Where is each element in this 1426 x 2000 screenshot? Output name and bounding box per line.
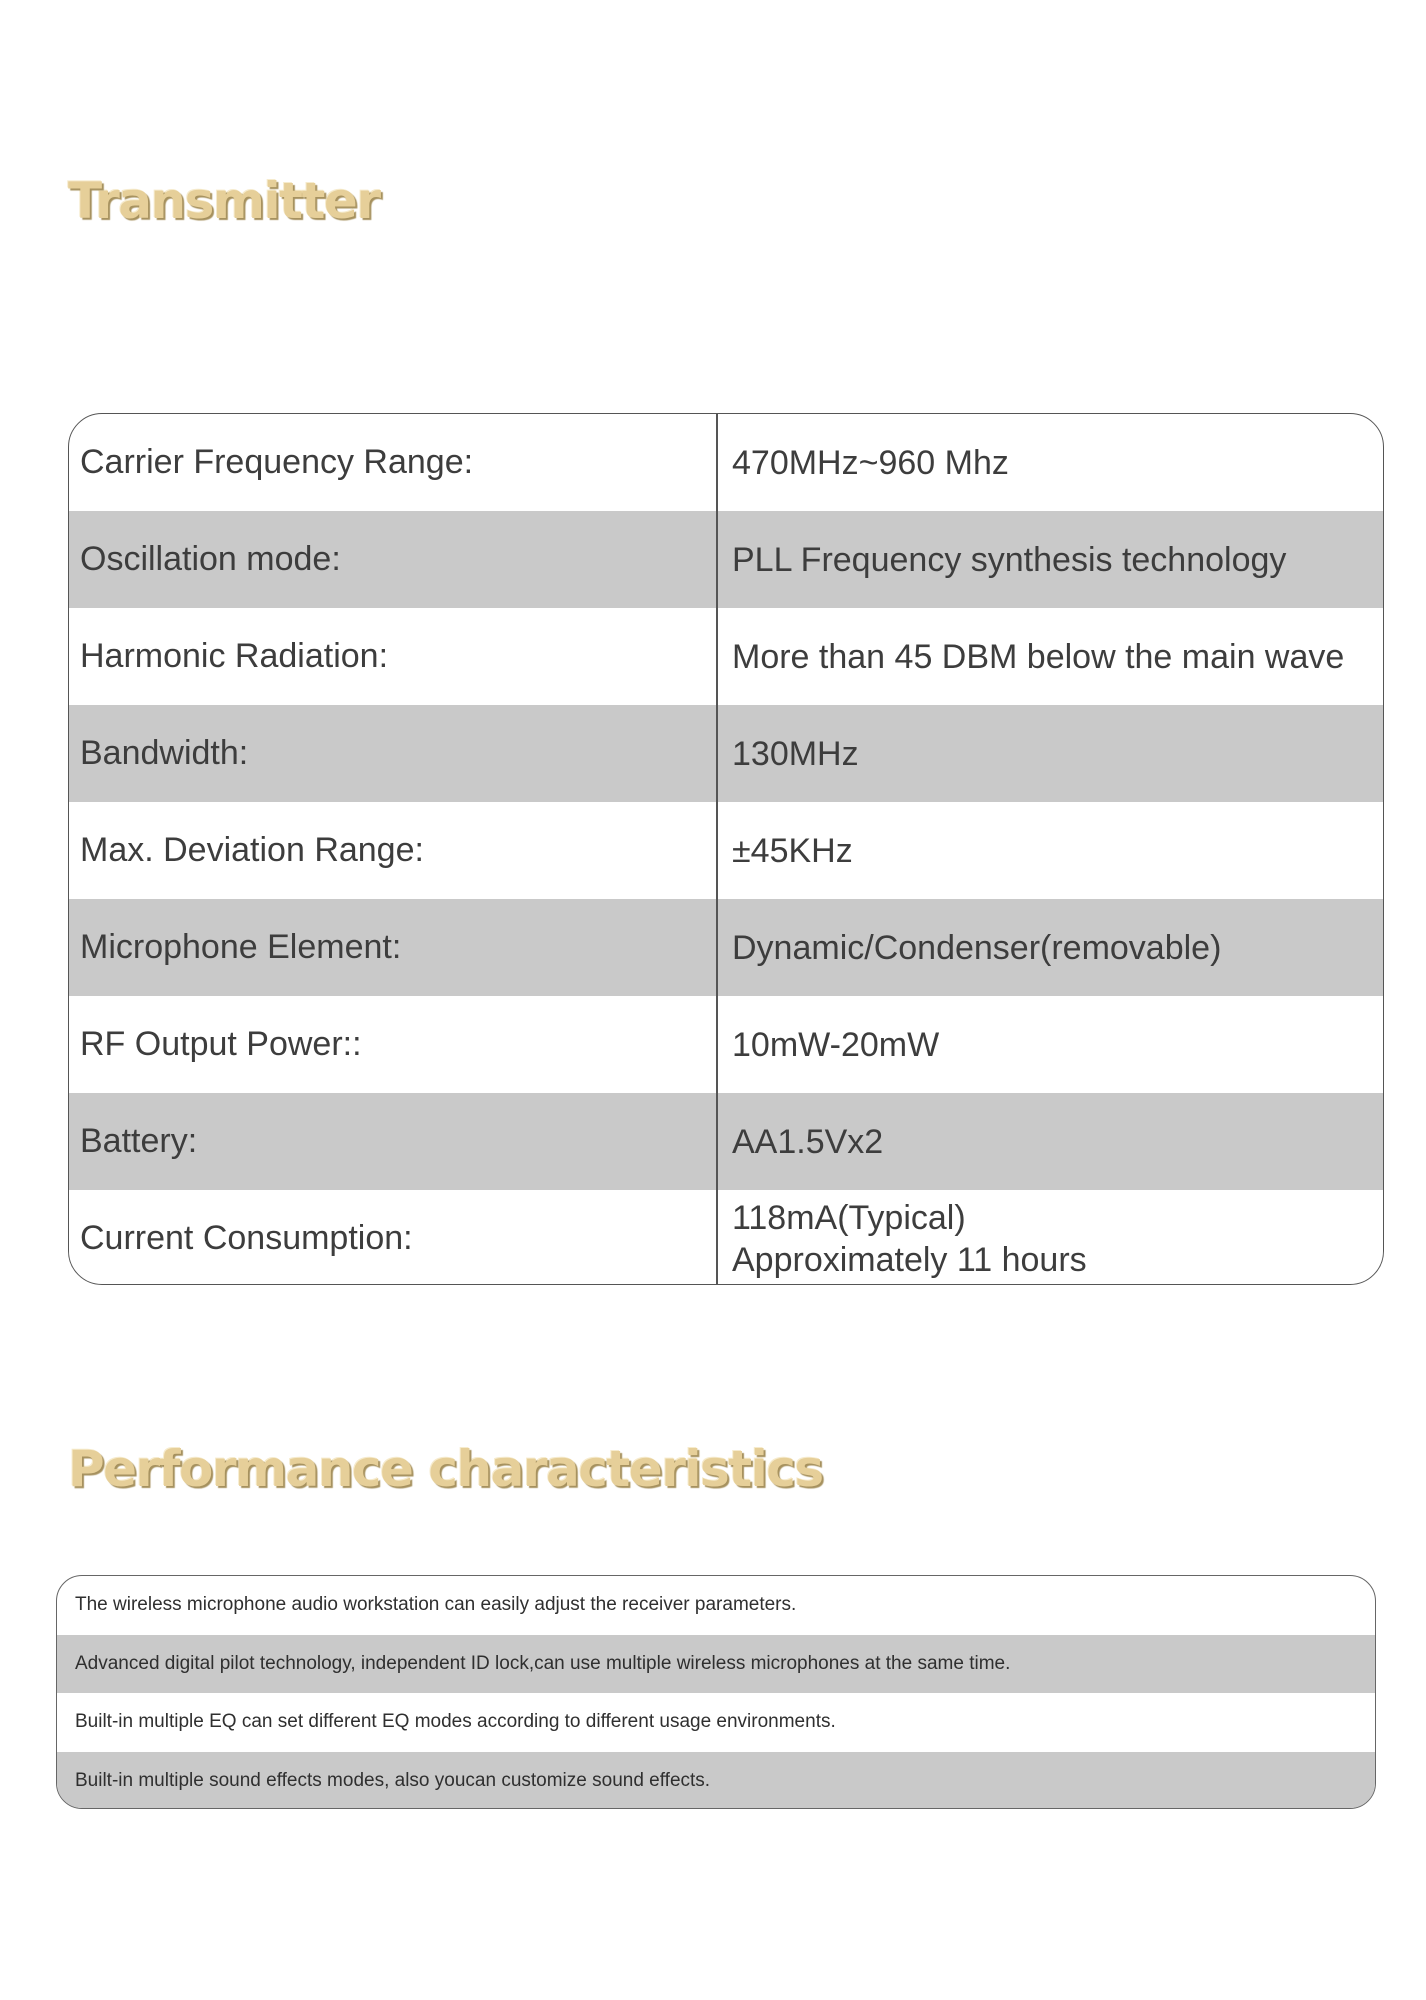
spec-label: Carrier Frequency Range: [80,443,474,481]
spec-row [69,705,1383,802]
list-item: The wireless microphone audio workstation can easily adjust the receiver parameters. [75,1594,797,1616]
spec-label: Battery: [80,1122,198,1160]
transmitter-spec-table [68,413,1384,1285]
spec-label: Max. Deviation Range: [80,831,424,869]
spec-value: 130MHz [732,734,859,773]
spec-value: 10mW-20mW [732,1025,940,1064]
spec-row [69,511,1383,608]
spec-row [69,608,1383,705]
spec-label: Harmonic Radiation: [80,637,389,675]
performance-list [56,1575,1376,1809]
spec-row [69,414,1383,511]
spec-label: Current Consumption: [80,1219,413,1257]
spec-row [69,802,1383,899]
spec-row [69,996,1383,1093]
column-divider [716,414,718,1284]
spec-value: AA1.5Vx2 [732,1122,884,1161]
performance-heading: Performance characteristics [68,1440,823,1498]
spec-label: Microphone Element: [80,928,402,966]
spec-value [732,1190,1087,1285]
spec-value: 470MHz~960 Mhz [732,443,1009,482]
spec-label: RF Output Power:: [80,1025,362,1063]
transmitter-heading: Transmitter [68,172,380,230]
spec-row [69,1190,1383,1285]
spec-value: ±45KHz [732,831,853,870]
list-item: Built-in multiple sound effects modes, also youcan customize sound effects. [57,1752,1375,1810]
spec-value: More than 45 DBM below the main wave [732,637,1345,676]
spec-label: Bandwidth: [80,734,249,772]
list-item: Built-in multiple EQ can set different EQ modes according to different usage environments. [75,1711,836,1733]
spec-value-line: Approximately 11 hours [732,1240,1087,1279]
list-item: Advanced digital pilot technology, independent ID lock,can use multiple wireless microphones at the same time. [57,1635,1375,1694]
spec-label: Oscillation mode: [80,540,341,578]
spec-value: Dynamic/Condenser(removable) [732,928,1222,967]
spec-row [69,899,1383,996]
spec-value-line: 118mA(Typical) [732,1198,966,1237]
spec-value: PLL Frequency synthesis technology [732,540,1287,579]
spec-row [69,1093,1383,1190]
